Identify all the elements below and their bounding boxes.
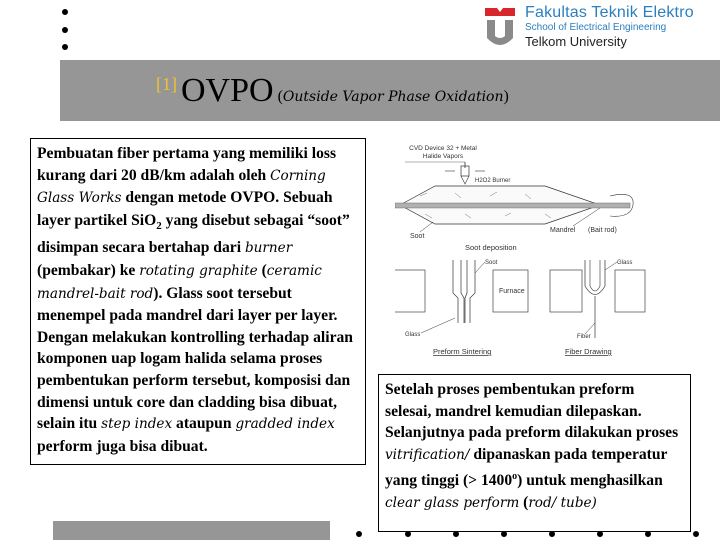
logo-faculty-name: Fakultas Teknik Elektro [525,4,694,21]
paren-close: ) [503,88,509,105]
right-text-box [378,374,691,532]
diagram-label-bait-rod: (Bait rod) [588,227,617,234]
italic-term: vitrification/ [385,446,470,463]
slide-title [156,72,509,110]
diagram-label-soot: Soot [410,233,425,240]
diagram-label-fiber-drawing: Fiber Drawing [565,347,612,356]
diagram-label-glass-right: Glass [617,260,633,266]
bullet-dot [453,531,459,537]
ovpo-process-diagram [395,138,715,363]
diagram-label-burner: H2O2 Burner [475,178,511,184]
diagram-label-halide: Halide Vapors [422,153,464,160]
italic-term: burner [244,240,293,257]
reference-marker: [1] [156,74,177,94]
text-run: ( [519,494,529,512]
logo-school-name: School of Electrical Engineering [525,22,667,33]
text-run: ataupun [172,415,236,433]
bullet-dot [62,9,68,15]
text-run: Pembuatan fiber pertama yang memiliki loss kurang dari 20 dB/km adalah oleh [37,145,337,184]
diagram-label-fiber: Fiber [577,334,591,340]
diagram-label-furnace: Furnace [499,288,525,295]
bullet-dot [405,531,411,537]
diagram-label-preform-sintering: Preform Sintering [433,347,492,356]
superscript: o [512,471,518,483]
text-run: dengan metode OVPO. Sebuah layer partikel SiO [37,189,333,229]
bullet-dot [597,531,603,537]
text-run: perform juga bisa dibuat. [37,437,208,455]
italic-term: clear glass perform [385,495,520,512]
bullet-dot [501,531,507,537]
italic-term: ceramic mandrel-bait rod [37,263,322,302]
bullet-dot [645,531,651,537]
italic-term: Corning Glass Works [37,167,326,207]
title-subtitle: Outside Vapor Phase Oxidation [282,89,504,105]
title-main: OVPO [181,72,274,109]
text-run: ) untuk menghasilkan [517,472,663,490]
diagram-label-soot-2: Soot [485,260,498,266]
diagram-label-cvd: CVD Device 32 + Metal [409,145,477,152]
text-run: Setelah proses pembentukan preform selesai, mandrel kemudian dilepaskan. Selanjutnya pada preform dilakukan proses [385,381,679,442]
italic-term: step index [101,416,173,433]
text-run: ). Glass soot tersebut menempel pada mandrel dari layer per layer. Dengan melakukan kontrolling terhadap aliran komponen uap logam halida selama proses pembentukan perform tersebut, komposisi dan dimensi untuk core dan cladding bisa dibuat, selain itu [37,284,353,433]
left-paragraph [37,143,359,457]
text-run: ( [257,262,267,280]
italic-term: rod/ tube) [528,495,597,512]
diagram-label-glass-left: Glass [405,332,421,338]
diagram-label-mandrel: Mandrel [550,227,576,234]
right-paragraph [385,379,684,515]
logo-university-name: Telkom University [525,34,627,49]
bullet-dot [549,531,555,537]
telkom-logo-icon [485,6,515,48]
bullet-dot [62,27,68,33]
diagram-label-soot-deposition: Soot deposition [465,243,517,252]
text-run: (pembakar) ke [37,262,140,280]
bullet-dot [62,44,68,50]
text-run: yang disebut sebagai “soot” disimpan secara bertahap dari [37,211,350,257]
italic-term: gradded index [235,416,335,433]
bullet-dot [693,531,699,537]
bullet-dot [356,531,362,537]
text-run: dipanaskan pada temperatur yang tinggi (> 1400 [385,445,668,490]
paren-open: ( [277,88,283,105]
footer-bar [53,521,330,540]
left-text-box [30,138,366,465]
subscript: 2 [156,219,162,232]
telkom-logo [485,4,720,50]
italic-term: rotating graphite [139,263,258,280]
